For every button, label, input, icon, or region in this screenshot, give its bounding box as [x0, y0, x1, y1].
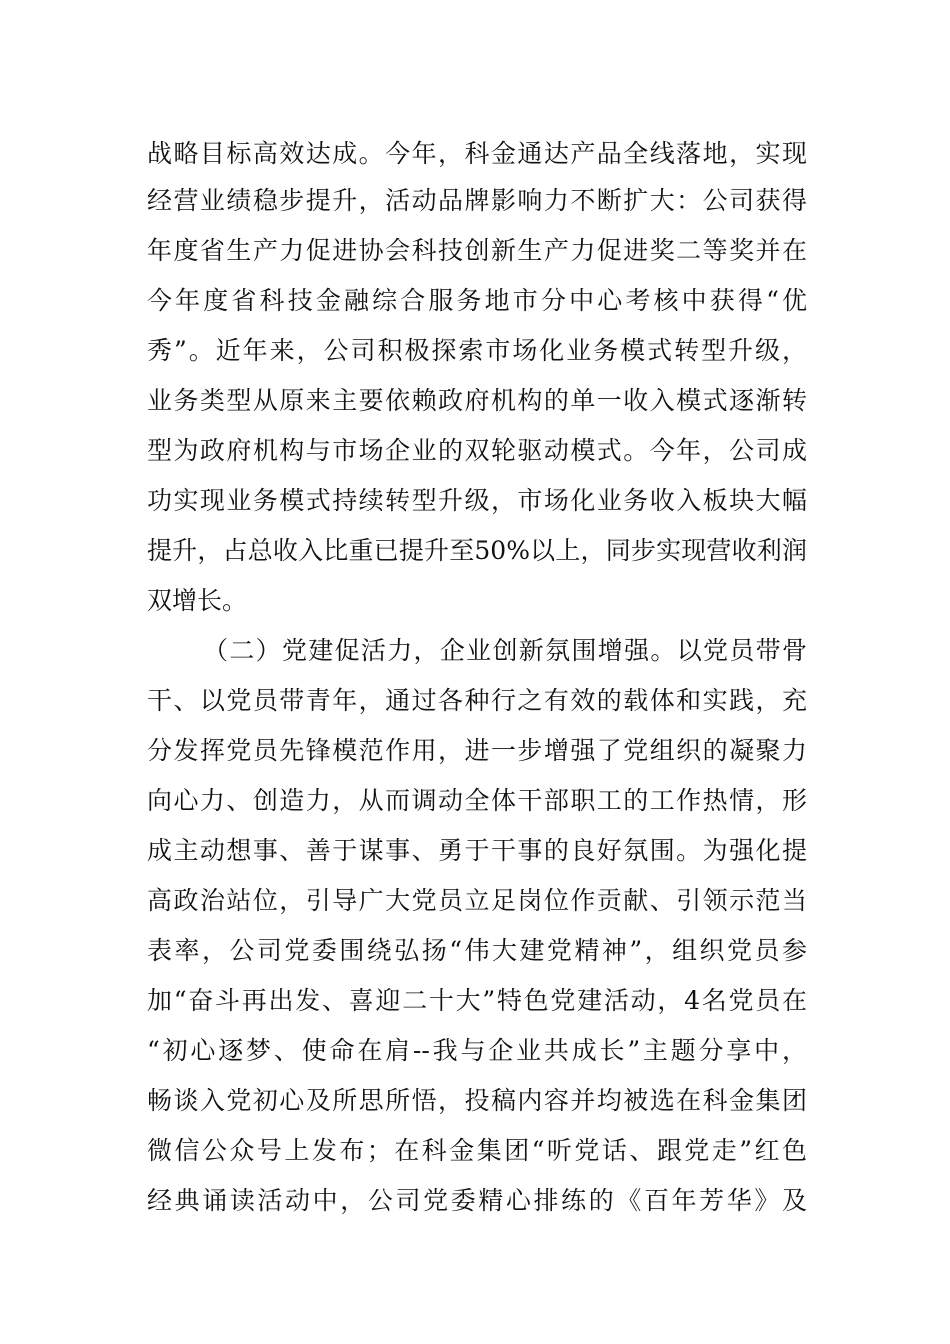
- text-line: 提升，占总收入比重已提升至50%以上，同步实现营收利润: [147, 536, 807, 565]
- text-line: 年度省生产力促进协会科技创新生产力促进奖二等奖并在: [147, 236, 807, 265]
- text-line: 型为政府机构与市场企业的双轮驱动模式。今年，公司成: [147, 436, 807, 465]
- text-line: 成主动想事、善于谋事、勇于干事的良好氛围。为强化提: [147, 836, 807, 865]
- text-line: 分发挥党员先锋模范作用，进一步增强了党组织的凝聚力: [147, 736, 807, 765]
- text-line: 功实现业务模式持续转型升级，市场化业务收入板块大幅: [147, 486, 807, 515]
- text-line: 加“奋斗再出发、喜迎二十大”特色党建活动，4名党员在: [147, 986, 807, 1015]
- text-line: 畅谈入党初心及所思所悟，投稿内容并均被选在科金集团: [147, 1086, 807, 1115]
- text-line: 微信公众号上发布；在科金集团“听党话、跟党走”红色: [147, 1136, 807, 1165]
- text-line: 经营业绩稳步提升，活动品牌影响力不断扩大：公司获得: [147, 186, 807, 215]
- text-line: 秀”。近年来，公司积极探索市场化业务模式转型升级，: [147, 336, 807, 365]
- text-line: 干、以党员带青年，通过各种行之有效的载体和实践，充: [147, 686, 807, 715]
- text-line: 战略目标高效达成。今年，科金通达产品全线落地，实现: [147, 139, 807, 168]
- text-line: 今年度省科技金融综合服务地市分中心考核中获得“优: [147, 286, 807, 315]
- text-line: 业务类型从原来主要依赖政府机构的单一收入模式逐渐转: [147, 386, 807, 415]
- text-line: 经典诵读活动中，公司党委精心排练的《百年芳华》及: [147, 1186, 807, 1215]
- text-line: 表率，公司党委围绕弘扬“伟大建党精神”，组织党员参: [147, 936, 807, 965]
- section-heading-line: （二）党建促活力，企业创新氛围增强。以党员带骨: [203, 636, 807, 665]
- text-line: 双增长。: [147, 586, 248, 615]
- text-line: “初心逐梦、使命在肩--我与企业共成长”主题分享中，: [147, 1036, 807, 1065]
- text-line: 高政治站位，引导广大党员立足岗位作贡献、引领示范当: [147, 886, 807, 915]
- text-line: 向心力、创造力，从而调动全体干部职工的工作热情，形: [147, 786, 807, 815]
